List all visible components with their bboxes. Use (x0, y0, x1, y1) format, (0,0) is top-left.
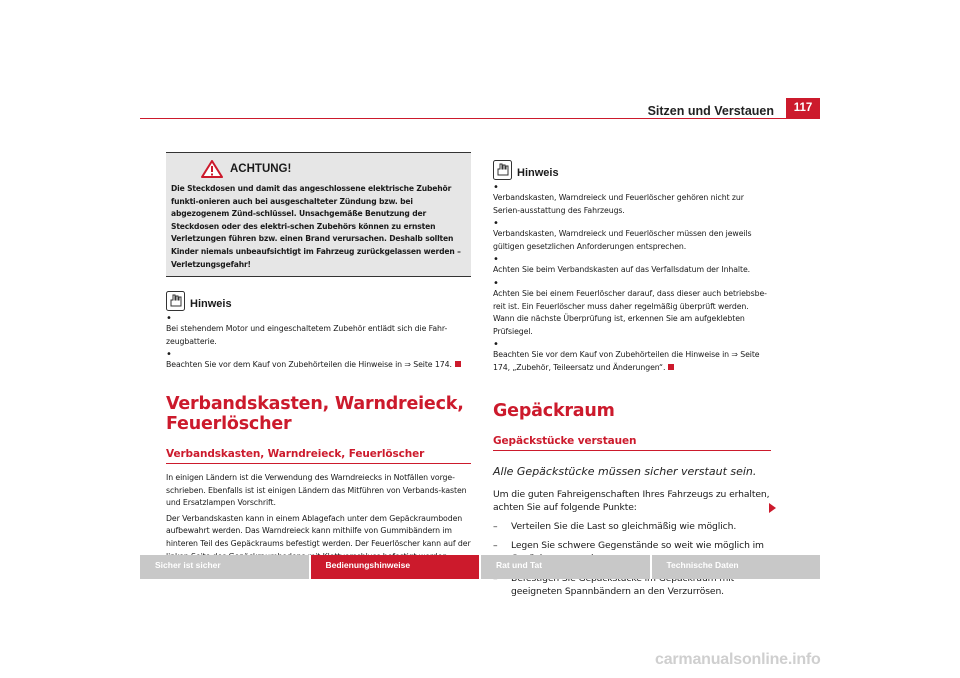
note-hand-icon (166, 291, 185, 311)
note-left-bullet (166, 314, 471, 348)
warning-title: ACHTUNG! (230, 163, 292, 175)
bullet-text: Verbandskasten, Warndreieck und Feuerlöscher müssen den jeweils gültigen gesetzlichen Anforderungen entsprechen. (493, 229, 752, 251)
bullet-dot: • (493, 182, 499, 193)
dash-marker: – (493, 520, 498, 532)
bullet-text: Achten Sie beim Verbandskasten auf das Verfallsdatum der Inhalte. (493, 265, 751, 275)
bullet-text: Beachten Sie vor dem Kauf von Zubehörteilen die Hinweise in ⇒ Seite 174, „Zubehör, Teileersatz und Änderungen“. (493, 350, 760, 372)
section-subheading-luggage: Gepäckstücke verstauen (493, 435, 771, 451)
watermark: carmanualsonline.info (655, 651, 821, 668)
note-hand-icon (493, 160, 512, 180)
list-item (493, 520, 771, 533)
dash-marker: – (493, 540, 498, 552)
bullet-text: Beachten Sie vor dem Kauf von Zubehörteilen die Hinweise in ⇒ Seite 174. (166, 360, 452, 370)
note-right-header (493, 160, 771, 180)
continue-arrow-icon (769, 503, 776, 513)
note-left-title: Hinweis (190, 298, 232, 311)
bullet-dot: • (493, 218, 499, 230)
note-right (493, 160, 771, 375)
end-marker-icon (455, 361, 461, 367)
section-intro: Alle Gepäckstücke müssen sicher verstaut sein. (493, 464, 757, 478)
warning-header (201, 160, 466, 178)
luggage-body: Um die guten Fahreigenschaften Ihres Fahrzeugs zu erhalten, achten Sie auf folgende Punkte: (493, 488, 770, 513)
note-right-bullet (493, 279, 771, 338)
note-right-bullet (493, 219, 771, 253)
section-heading-first-aid: Verbandskasten, Warndreieck, Feuerlöscher (166, 393, 464, 434)
list-item-text: geeigneten Spannbändern an den Verzurrösen. (511, 585, 725, 597)
left-column (166, 152, 471, 563)
bullet-text: Bei stehendem Motor und eingeschaltetem Zubehör entlädt sich die Fahr-zeugbatterie. (166, 324, 448, 346)
note-left-bullet (166, 350, 471, 372)
warning-text: Die Steckdosen und damit das angeschlossene elektrische Zubehör funkti-onieren auch bei ausgeschalteter Zündung bzw. bei abgezogenem Zünd-schlüssel. Unsachgemäße Benutzung der Steckdosen oder des elektri-schen Zubehörs können zu ernsten Verletzungen führen bzw. einen Brand verursachen. Deshalb sollten Kinder niemals unbeaufsichtigt im Fahrzeug zurückgelassen werden – Verletzungsgefahr! (171, 184, 461, 269)
page-header-title: Sitzen und Verstauen (647, 104, 774, 118)
bullet-dot: • (166, 349, 172, 361)
bullet-dot: • (493, 339, 499, 351)
list-item-text: Legen Sie schwere Gegenstände so weit wie möglich im (511, 540, 764, 552)
note-right-bullet (493, 340, 771, 374)
footer-tab-operation[interactable]: Bedienungshinweise (311, 555, 482, 579)
first-aid-body (166, 472, 471, 563)
note-right-bullet (493, 183, 771, 217)
bullet-dot: • (493, 254, 499, 266)
bullet-text: Achten Sie bei einem Feuerlöscher darauf, dass dieser auch betriebsbe-reit ist. Ein Feuerlöscher muss daher regelmäßig überprüft werden. Wann die nächste Überprüfung ist, erkennen Sie am aufgeklebten Prüfsiegel. (493, 288, 767, 336)
bullet-dot: • (166, 313, 172, 325)
page-number: 117 (786, 98, 820, 118)
header-rule (140, 118, 820, 119)
list-item-text: Verteilen Sie die Last so gleichmäßig wie möglich. (511, 520, 737, 532)
footer-tab-safety[interactable]: Sicher ist sicher (140, 555, 311, 579)
note-left (166, 291, 471, 372)
footer-nav (140, 555, 820, 579)
note-right-bullet (493, 255, 771, 277)
note-right-title: Hinweis (517, 167, 559, 179)
right-column (493, 152, 771, 598)
bullet-dot: • (493, 277, 499, 289)
warning-box (166, 152, 471, 277)
paragraph: Der Verbandskasten kann in einem Ablagefach unter dem Gepäckraumboden aufbewahrt werden. Das Warndreieck kann mithilfe von Gummibändern im hinteren Teil des Gepäckraums befestigt werden. Der Feuerlöscher kann auf der (166, 513, 471, 548)
end-marker-icon (668, 364, 674, 370)
note-left-header (166, 291, 471, 311)
paragraph: In einigen Ländern ist die Verwendung des Warndreiecks in Notfällen vorge-schrieben. Ebenfalls ist ist einigen Ländern das Mitführen von Verbands-kasten und Ersatzlampen Vorschrift. (166, 472, 467, 508)
warning-triangle-icon (201, 160, 223, 178)
footer-tab-technical-data[interactable]: Technische Daten (652, 555, 821, 579)
bullet-text: Verbandskasten, Warndreieck und Feuerlöscher gehören nicht zur Serien-ausstattung des Fahrzeugs. (493, 193, 744, 215)
footer-tab-tips[interactable]: Rat und Tat (481, 555, 652, 579)
section-subheading-first-aid: Verbandskasten, Warndreieck, Feuerlöscher (166, 448, 471, 464)
section-heading-luggage: Gepäckraum (493, 400, 615, 421)
